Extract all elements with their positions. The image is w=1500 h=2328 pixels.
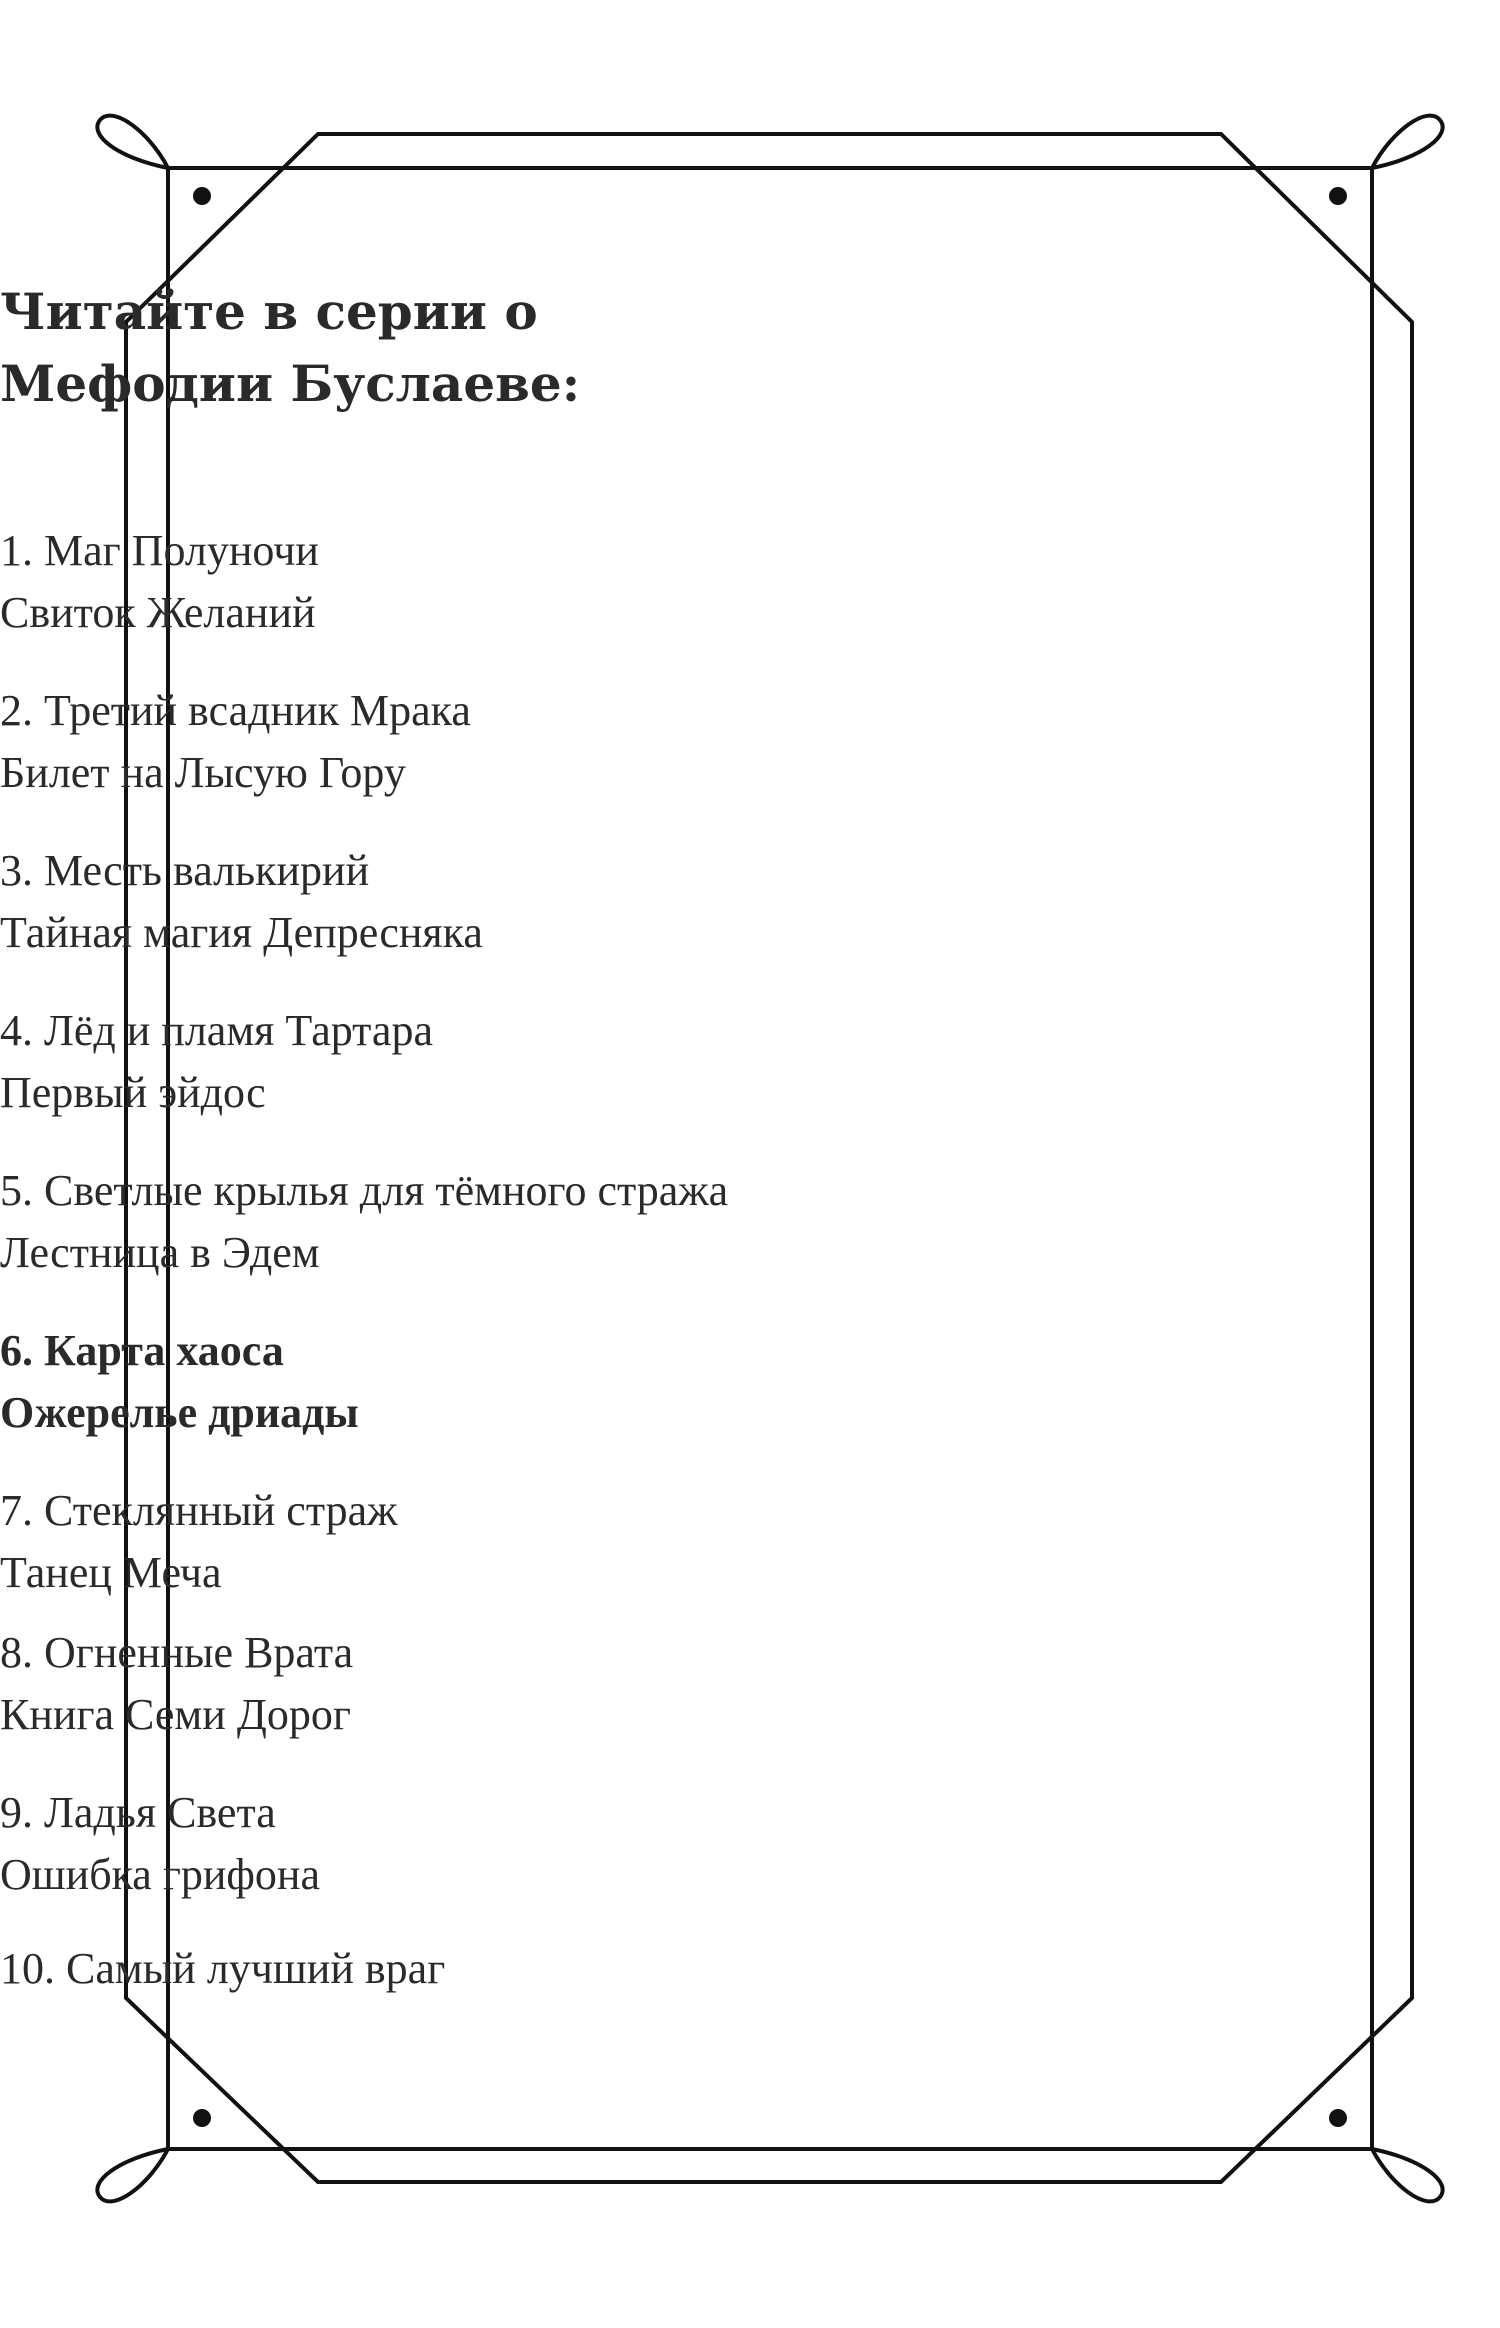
book-title: 7. Стеклянный страж	[0, 1486, 398, 1535]
corner-loop-bottom-right	[1372, 2149, 1443, 2201]
book-entry-4	[0, 1000, 1500, 1124]
book-entry-6	[0, 1320, 1500, 1444]
series-title-line-2: Мефодии Буслаеве:	[0, 354, 581, 413]
series-title-line-1: Читайте в серии о	[0, 282, 538, 341]
book-entry-10	[0, 1938, 1500, 2000]
corner-dot-top-left	[193, 187, 211, 205]
series-title	[0, 276, 1500, 420]
book-entry-1	[0, 520, 1500, 644]
book-title: 10. Самый лучший враг	[0, 1944, 446, 1993]
book-entry-2	[0, 680, 1500, 804]
book-title: 8. Огненные Врата	[0, 1628, 354, 1677]
corner-dot-bottom-right	[1329, 2109, 1347, 2127]
book-entry-9	[0, 1782, 1500, 1906]
book-subtitle: Ожерелье дриады	[0, 1388, 359, 1437]
corner-loop-top-left	[97, 116, 168, 168]
corner-loop-top-right	[1372, 116, 1443, 168]
book-entry-8	[0, 1622, 1500, 1746]
book-subtitle: Тайная магия Депресняка	[0, 908, 483, 957]
book-title: 3. Месть валькирий	[0, 846, 370, 895]
book-entry-3	[0, 840, 1500, 964]
book-title: 2. Третий всадник Мрака	[0, 686, 471, 735]
book-title: 5. Светлые крылья для тёмного стража	[0, 1166, 729, 1215]
corner-dot-top-right	[1329, 187, 1347, 205]
book-title: 9. Ладья Света	[0, 1788, 276, 1837]
book-subtitle: Ошибка грифона	[0, 1850, 321, 1899]
corner-dot-bottom-left	[193, 2109, 211, 2127]
book-entry-7	[0, 1480, 1500, 1604]
book-subtitle: Книга Семи Дорог	[0, 1690, 351, 1739]
book-subtitle: Первый эйдос	[0, 1068, 266, 1117]
book-entry-5	[0, 1160, 1500, 1284]
book-title: 6. Карта хаоса	[0, 1326, 284, 1375]
book-subtitle: Танец Меча	[0, 1548, 222, 1597]
book-subtitle: Лестница в Эдем	[0, 1228, 320, 1277]
corner-loop-bottom-left	[97, 2149, 168, 2201]
book-title: 4. Лёд и пламя Тартара	[0, 1006, 433, 1055]
book-subtitle: Свиток Желаний	[0, 588, 316, 637]
book-subtitle: Билет на Лысую Гору	[0, 748, 406, 797]
book-title: 1. Маг Полуночи	[0, 526, 319, 575]
